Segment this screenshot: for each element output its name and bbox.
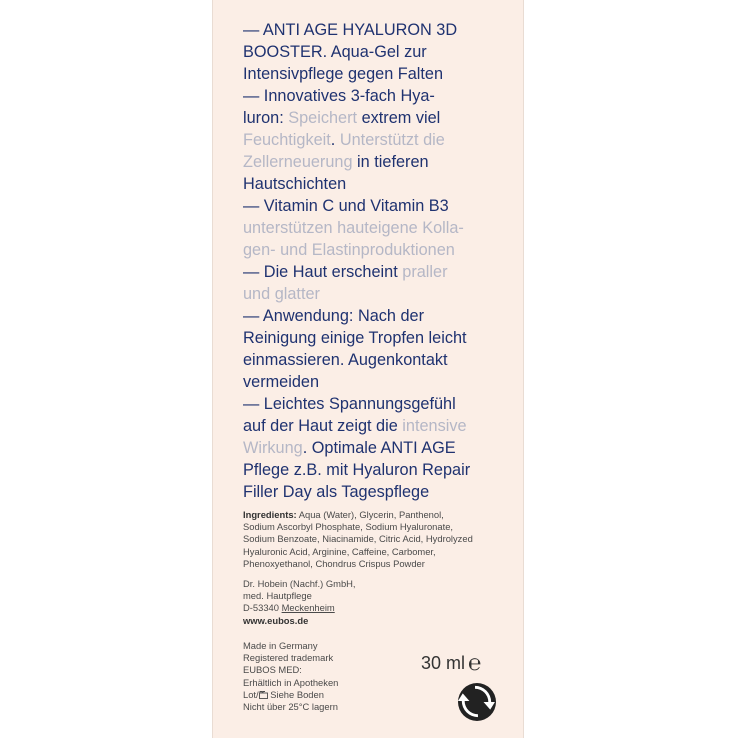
manufacturer-address (243, 578, 523, 627)
description-text: — Leichtes Spannungsgefühl (243, 395, 456, 413)
storage-label: Nicht über 25°C lagern (243, 701, 338, 713)
description-line (243, 393, 533, 415)
description-text: extrem viel (357, 109, 441, 127)
description-text: vermeiden (243, 373, 320, 391)
highlight-text: Speichert (288, 109, 358, 127)
highlight-text: Wirkung (243, 439, 303, 457)
highlight-text: praller (402, 263, 448, 281)
ingredients-line-5: Phenoxyethanol, Chondrus Crispus Powder (243, 557, 425, 569)
made-in-label: Made in Germany (243, 640, 318, 651)
highlight-text: intensive (402, 417, 467, 435)
lot-suffix: Siehe Boden (267, 688, 324, 700)
description-text: . (330, 131, 340, 149)
lot-prefix: Lot/ (243, 688, 259, 700)
description-line (243, 283, 533, 305)
ingredients-line-2: Sodium Ascorbyl Phosphate, Sodium Hyaluronate, (243, 521, 454, 533)
description-line (243, 107, 533, 129)
availability-label: Erhältlich in Apotheken (243, 676, 339, 688)
description-text: . Optimale ANTI AGE (302, 439, 456, 457)
description-text: Filler Day als Tagespflege (243, 483, 430, 501)
description-text: — Vitamin C und Vitamin B3 (243, 197, 449, 215)
description-text: Hautschichten (243, 175, 347, 193)
postal-code: D-53340 (243, 602, 282, 614)
description-line (243, 261, 533, 283)
description-line (243, 85, 533, 107)
highlight-text: Feuchtigkeit (243, 131, 331, 149)
ingredients-label: Ingredients: (243, 509, 297, 520)
highlight-text: unterstützen hauteigene Kolla- (243, 219, 464, 237)
volume-label (421, 652, 481, 674)
description-line (243, 327, 533, 349)
description-line (243, 129, 533, 151)
description-text: einmassieren. Augenkontakt (243, 351, 448, 369)
highlight-text: Unterstützt die (339, 131, 445, 149)
company-department: med. Hautpflege (243, 590, 312, 602)
description-text: in tieferen (352, 153, 429, 171)
description-line (243, 371, 533, 393)
ingredients-line-3: Sodium Benzoate, Niacinamide, Citric Acid, Hydrolyzed (243, 533, 473, 545)
description-text: BOOSTER. Aqua-Gel zur (243, 43, 427, 61)
website-link[interactable]: www.eubos.de (243, 614, 309, 626)
description-line (243, 195, 533, 217)
recycling-icon (457, 682, 497, 722)
company-name: Dr. Hobein (Nachf.) GmbH, (243, 578, 356, 589)
ingredients-text: Aqua (Water), Glycerin, Panthenol, (296, 509, 444, 520)
description-line (243, 173, 533, 195)
highlight-text: gen- und Elastinproduktionen (243, 241, 455, 259)
description-line (243, 305, 533, 327)
description-text: Reinigung einige Tropfen leicht (243, 329, 467, 347)
production-date-icon (259, 691, 268, 699)
city-name: Meckenheim (281, 602, 335, 614)
trademark-label: Registered trademark (243, 652, 334, 664)
postal-address (243, 602, 523, 614)
description-line (243, 437, 533, 459)
description-text: luron: (243, 109, 289, 127)
description-line (243, 151, 533, 173)
description-line (243, 63, 533, 85)
ingredients-line-1 (243, 509, 523, 521)
description-line (243, 41, 533, 63)
description-text: Intensivpflege gegen Falten (243, 65, 444, 83)
volume-amount: 30 ml (421, 653, 466, 673)
highlight-text: Zellerneuerung (243, 153, 353, 171)
description-line (243, 349, 533, 371)
description-text: auf der Haut zeigt die (243, 417, 403, 435)
description-line (243, 19, 533, 41)
description-text: — ANTI AGE HYALURON 3D (243, 21, 458, 39)
description-text: Pflege z.B. mit Hyaluron Repair (243, 461, 471, 479)
highlight-text: und glatter (243, 285, 320, 303)
description-text: — Die Haut erscheint (243, 263, 403, 281)
brand-label: EUBOS MED: (243, 664, 302, 676)
description-text: — Anwendung: Nach der (243, 307, 425, 325)
description-line (243, 481, 533, 503)
description-line (243, 459, 533, 481)
description-line (243, 217, 533, 239)
ingredients-line-4: Hyaluronic Acid, Arginine, Caffeine, Carbomer, (243, 545, 436, 557)
description-line (243, 415, 533, 437)
description-text: — Innovatives 3-fach Hya- (243, 87, 435, 105)
estimated-sign-icon: ℮ (468, 650, 482, 675)
product-description (243, 19, 533, 503)
ingredients-block (243, 509, 523, 570)
description-line (243, 239, 533, 261)
